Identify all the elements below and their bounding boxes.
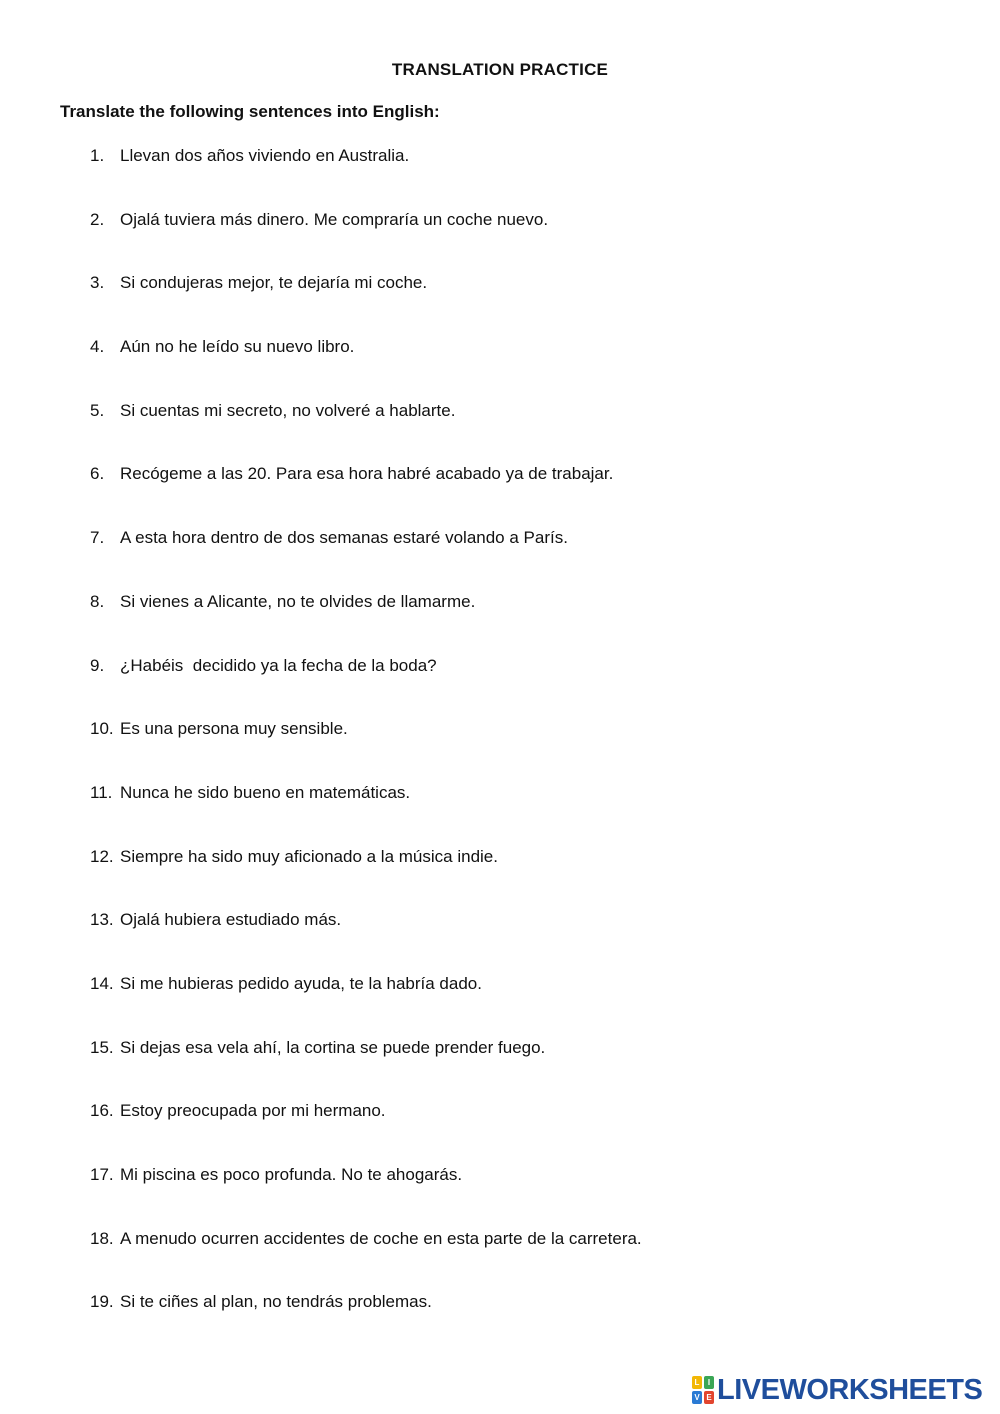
sentence-text: Llevan dos años viviendo en Australia.	[120, 146, 410, 165]
sentence-number: 14.	[90, 973, 114, 993]
sentence-item	[90, 782, 950, 846]
sentence-number: 18.	[90, 1228, 114, 1248]
sentence-number: 17.	[90, 1165, 114, 1184]
logo-text: LIVEWORKSHEETS	[717, 1373, 983, 1406]
sentence-item	[90, 973, 950, 1037]
sentence-number: 11.	[90, 782, 113, 802]
sentence-item	[90, 1037, 950, 1101]
sentence-item	[90, 1291, 950, 1355]
sentence-number: 2.	[90, 209, 105, 229]
sentence-item	[90, 1164, 950, 1228]
sentence-item	[90, 527, 950, 591]
sentence-text: A esta hora dentro de dos semanas estaré volando a París.	[120, 528, 568, 548]
sentence-item	[90, 145, 950, 209]
sentence-text: Ojalá hubiera estudiado más.	[120, 910, 342, 930]
sentence-item	[90, 272, 950, 336]
sentence-number: 12.	[90, 846, 114, 866]
sentence-text: Si condujeras mejor, te dejaría mi coche.	[120, 273, 428, 293]
sentence-item	[90, 209, 950, 273]
sentence-number: 4.	[90, 337, 105, 357]
sentence-text: ¿Habéis decidido ya la fecha de la boda?	[120, 655, 437, 675]
sentence-item	[90, 400, 950, 464]
sentence-text: Nunca he sido bueno en matemáticas.	[120, 782, 411, 802]
sentence-number: 5.	[90, 400, 105, 420]
sentence-text: Aún no he leído su nuevo libro.	[120, 337, 355, 357]
liveworksheets-logo	[692, 1374, 982, 1406]
logo-mark-cell: V	[692, 1391, 702, 1404]
sentence-text: Recógeme a las 20. Para esa hora habré acabado ya de trabajar.	[120, 464, 614, 484]
sentence-item	[90, 1100, 950, 1164]
sentence-text: Si vienes a Alicante, no te olvides de llamarme.	[120, 591, 476, 611]
sentence-number: 7.	[90, 528, 105, 548]
sentence-text: Estoy preocupada por mi hermano.	[120, 1101, 386, 1121]
sentence-text: A menudo ocurren accidentes de coche en esta parte de la carretera.	[120, 1228, 642, 1248]
sentence-number: 16.	[90, 1101, 114, 1121]
sentence-text: Si me hubieras pedido ayuda, te la habría dado.	[120, 973, 482, 993]
sentence-item	[90, 336, 950, 400]
instruction-heading: Translate the following sentences into English:	[60, 102, 440, 121]
sentence-text: Ojalá tuviera más dinero. Me compraría un coche nuevo.	[120, 209, 549, 229]
logo-mark-cell: I	[704, 1376, 714, 1389]
sentence-number: 9.	[90, 655, 105, 675]
sentence-item	[90, 463, 950, 527]
sentence-item	[90, 1228, 950, 1292]
sentence-item	[90, 718, 950, 782]
logo-mark-cell: E	[704, 1391, 714, 1404]
sentence-number: 15.	[90, 1037, 114, 1057]
sentence-text: Si te ciñes al plan, no tendrás problemas.	[120, 1292, 432, 1312]
page-title: TRANSLATION PRACTICE	[391, 60, 609, 79]
sentence-text: Mi piscina es poco profunda. No te ahogarás.	[120, 1165, 463, 1184]
sentence-number: 19.	[90, 1292, 114, 1312]
sentence-text: Si dejas esa vela ahí, la cortina se puede prender fuego.	[120, 1037, 546, 1057]
sentence-number: 10.	[90, 719, 114, 739]
sentence-number: 8.	[90, 591, 105, 611]
sentence-text: Siempre ha sido muy aficionado a la música indie.	[120, 846, 498, 866]
liveworksheets-logo-icon	[692, 1376, 714, 1404]
sentence-number: 3.	[90, 273, 105, 293]
logo-mark-cell: L	[692, 1376, 702, 1389]
sentence-number: 1.	[90, 146, 105, 165]
sentence-item	[90, 909, 950, 973]
sentence-text: Es una persona muy sensible.	[120, 719, 348, 739]
sentence-number: 6.	[90, 464, 105, 484]
sentence-item	[90, 591, 950, 655]
sentence-text: Si cuentas mi secreto, no volveré a hablarte.	[120, 400, 456, 420]
sentence-number: 13.	[90, 910, 114, 930]
sentence-list	[90, 145, 950, 1355]
sentence-item	[90, 655, 950, 719]
sentence-item	[90, 846, 950, 910]
